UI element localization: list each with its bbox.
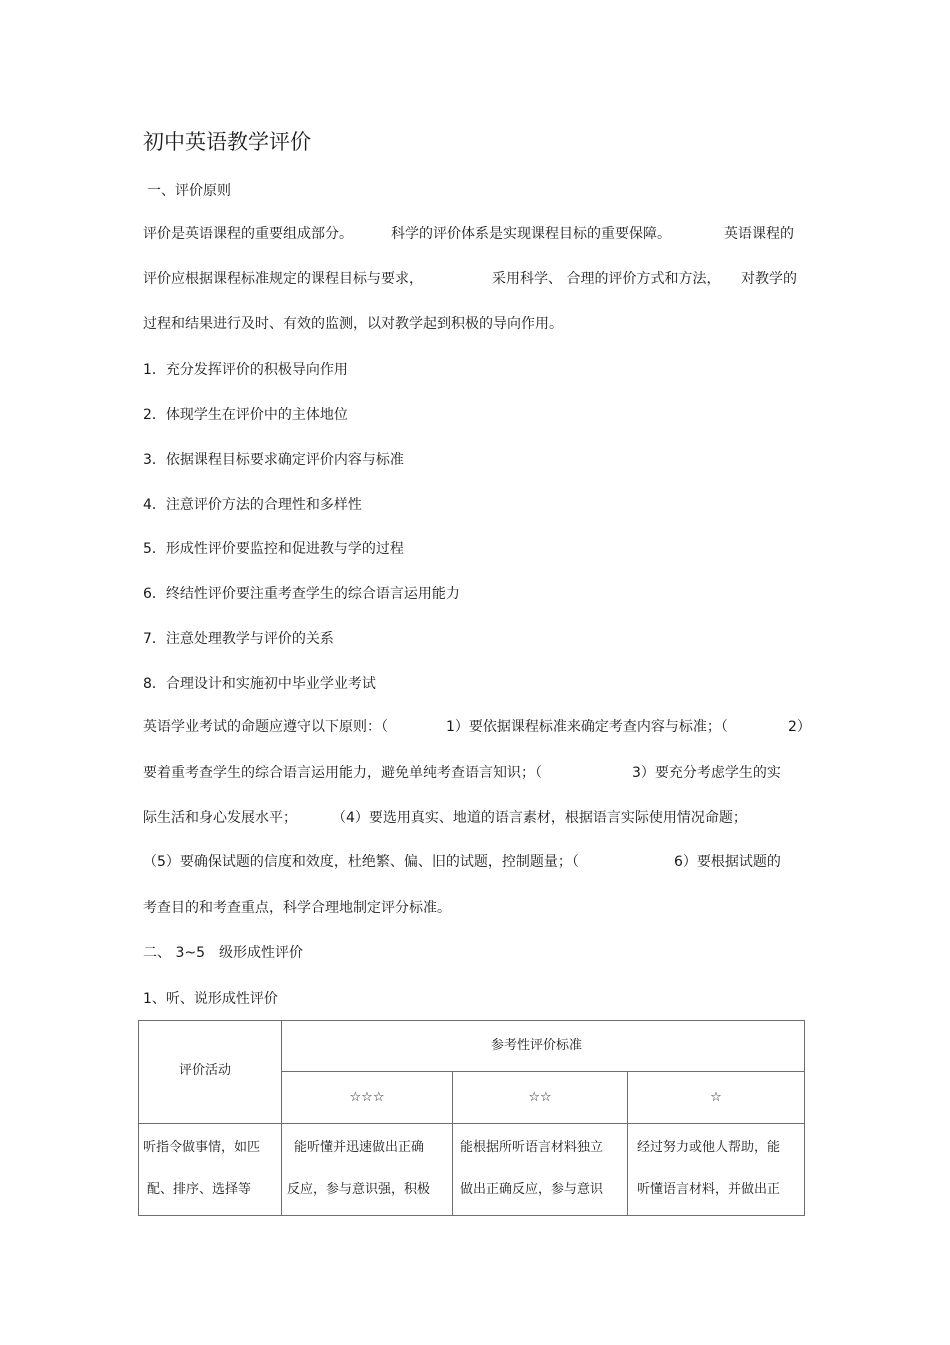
list-item: 5．形成性评价要监控和促进教与学的过程 — [143, 541, 404, 557]
intro-text: 英语课程的 — [724, 226, 794, 242]
table-border — [138, 1020, 805, 1021]
exam-text: 2） — [788, 719, 811, 735]
table-header-criteria: 参考性评价标准 — [491, 1038, 583, 1053]
exam-text: 英语学业考试的命题应遵守以下原则：（ — [143, 719, 388, 735]
intro-text: 对教学的 — [741, 271, 797, 287]
three-star-cell: 能听懂并迅速做出正确 — [294, 1140, 425, 1155]
exam-text: 3）要充分考虑学生的实 — [632, 765, 781, 781]
document-title: 初中英语教学评价 — [143, 130, 311, 154]
intro-text: 采用科学、 合理的评价方式和方法， — [492, 271, 721, 287]
level-two-star: ☆☆ — [528, 1090, 552, 1105]
list-item: 3．依据课程目标要求确定评价内容与标准 — [143, 452, 404, 468]
exam-text: 考查目的和考查重点，科学合理地制定评分标准。 — [143, 900, 451, 916]
exam-text: 1）要依据课程标准来确定考查内容与标准；（ — [446, 719, 728, 735]
table-border — [138, 1215, 805, 1216]
subsection-heading: 1、听、说形成性评价 — [143, 991, 278, 1007]
exam-text: 6）要根据试题的 — [674, 854, 781, 870]
list-item: 7．注意处理教学与评价的关系 — [143, 631, 334, 647]
list-item: 1．充分发挥评价的积极导向作用 — [143, 362, 348, 378]
exam-text: 要着重考查学生的综合语言运用能力，避免单纯考查语言知识；（ — [143, 765, 542, 781]
table-border — [281, 1071, 805, 1072]
two-star-cell: 能根据所听语言材料独立 — [460, 1140, 604, 1155]
intro-text: 评价是英语课程的重要组成部分。 — [143, 226, 353, 242]
section2-heading: 二、 3~5 级形成性评价 — [143, 945, 303, 961]
one-star-cell: 经过努力或他人帮助，能 — [637, 1140, 781, 1155]
table-border — [138, 1123, 805, 1124]
activity-cell: 配、排序、选择等 — [147, 1182, 252, 1197]
section1-heading: 一、评价原则 — [147, 183, 231, 199]
one-star-cell: 听懂语言材料，并做出正 — [637, 1182, 781, 1197]
exam-text: （4）要选用真实、地道的语言素材，根据语言实际使用情况命题； — [332, 810, 747, 826]
exam-text: （5）要确保试题的信度和效度，杜绝繁、偏、旧的试题，控制题量；（ — [143, 854, 579, 870]
level-three-star: ☆☆☆ — [349, 1090, 385, 1105]
table-border — [281, 1020, 282, 1216]
intro-text: 评价应根据课程标准规定的课程目标与要求， — [143, 271, 423, 287]
three-star-cell: 反应，参与意识强，积极 — [287, 1182, 431, 1197]
table-border — [804, 1020, 805, 1216]
table-border — [138, 1020, 139, 1216]
list-item: 4．注意评价方法的合理性和多样性 — [143, 497, 362, 513]
intro-text: 科学的评价体系是实现课程目标的重要保障。 — [391, 226, 671, 242]
two-star-cell: 做出正确反应，参与意识 — [460, 1182, 604, 1197]
activity-cell: 听指令做事情，如匹 — [143, 1140, 261, 1155]
list-item: 6．终结性评价要注重考查学生的综合语言运用能力 — [143, 586, 460, 602]
intro-text: 过程和结果进行及时、有效的监测，以对教学起到积极的导向作用。 — [143, 316, 563, 332]
exam-text: 际生活和身心发展水平； — [143, 810, 297, 826]
table-header-activity: 评价活动 — [179, 1063, 232, 1078]
list-item: 2．体现学生在评价中的主体地位 — [143, 407, 348, 423]
list-item: 8．合理设计和实施初中毕业学业考试 — [143, 676, 376, 692]
level-one-star: ☆ — [710, 1090, 722, 1105]
